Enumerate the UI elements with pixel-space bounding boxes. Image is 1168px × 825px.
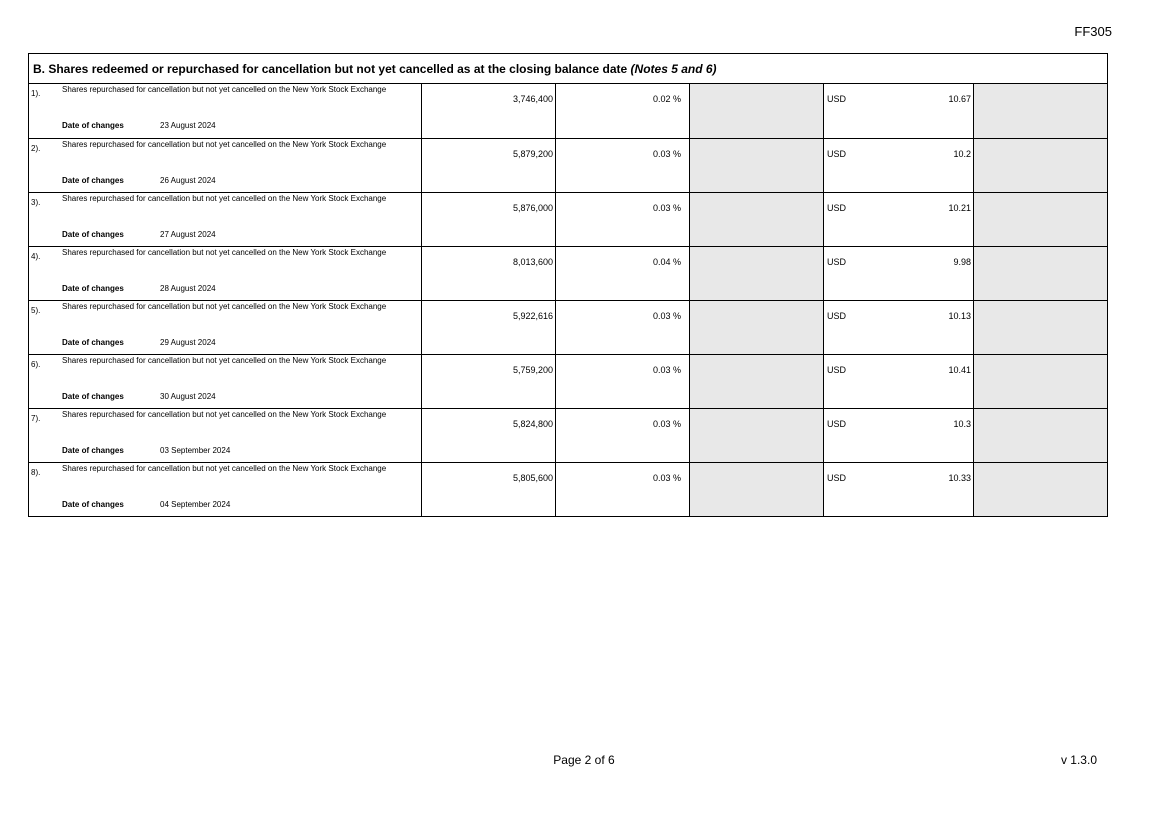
shaded-end-cell: [974, 355, 1107, 408]
price-cell: [824, 247, 974, 300]
date-of-changes-row: [62, 284, 216, 293]
table-row: [29, 408, 1107, 462]
percentage-cell: 0.03 %: [556, 355, 690, 408]
price-value: 10.33: [948, 473, 971, 483]
description-cell: [29, 409, 422, 462]
currency-label: USD: [827, 149, 847, 159]
price-value: 10.21: [948, 203, 971, 213]
entry-index: 1).: [31, 89, 41, 98]
price-cell: [824, 463, 974, 516]
price-cell: [824, 355, 974, 408]
description-cell: [29, 355, 422, 408]
percentage-cell: 0.03 %: [556, 301, 690, 354]
entries-list: [29, 84, 1107, 516]
shaded-end-cell: [974, 463, 1107, 516]
currency-label: USD: [827, 203, 847, 213]
description-cell: [29, 301, 422, 354]
date-of-changes-value: 23 August 2024: [160, 121, 216, 130]
description-cell: [29, 84, 422, 138]
entry-index: 2).: [31, 144, 41, 153]
entry-description: Shares repurchased for cancellation but not yet cancelled on the New York Stock Exchange: [62, 464, 387, 473]
date-of-changes-label: Date of changes: [62, 392, 124, 401]
price-cell: [824, 139, 974, 192]
entry-description: Shares repurchased for cancellation but not yet cancelled on the New York Stock Exchange: [62, 140, 387, 149]
entry-description: Shares repurchased for cancellation but not yet cancelled on the New York Stock Exchange: [62, 85, 387, 94]
shaded-cell: [690, 193, 824, 246]
shaded-cell: [690, 409, 824, 462]
shares-count-cell: 5,876,000: [422, 193, 556, 246]
shares-count-cell: 5,824,800: [422, 409, 556, 462]
section-title-note: (Notes 5 and 6): [630, 62, 717, 76]
shaded-cell: [690, 301, 824, 354]
description-cell: [29, 193, 422, 246]
currency-label: USD: [827, 473, 847, 483]
table-row: [29, 246, 1107, 300]
date-of-changes-value: 04 September 2024: [160, 500, 231, 509]
date-of-changes-row: [62, 500, 230, 509]
date-of-changes-row: [62, 176, 216, 185]
price-cell: [824, 301, 974, 354]
entry-description: Shares repurchased for cancellation but not yet cancelled on the New York Stock Exchange: [62, 356, 387, 365]
date-of-changes-row: [62, 121, 216, 130]
currency-label: USD: [827, 365, 847, 375]
section-b-table: [28, 53, 1108, 517]
price-cell: [824, 193, 974, 246]
date-of-changes-label: Date of changes: [62, 230, 124, 239]
price-value: 10.67: [948, 94, 971, 104]
shaded-cell: [690, 139, 824, 192]
entry-description: Shares repurchased for cancellation but not yet cancelled on the New York Stock Exchange: [62, 302, 387, 311]
price-cell: [824, 84, 974, 138]
shaded-end-cell: [974, 409, 1107, 462]
shaded-cell: [690, 355, 824, 408]
table-row: [29, 138, 1107, 192]
shares-count-cell: 5,922,616: [422, 301, 556, 354]
date-of-changes-value: 30 August 2024: [160, 392, 216, 401]
entry-index: 8).: [31, 468, 41, 477]
date-of-changes-value: 29 August 2024: [160, 338, 216, 347]
entry-description: Shares repurchased for cancellation but not yet cancelled on the New York Stock Exchange: [62, 410, 387, 419]
shaded-end-cell: [974, 193, 1107, 246]
date-of-changes-value: 27 August 2024: [160, 230, 216, 239]
version-label: v 1.3.0: [1060, 753, 1097, 767]
page-number: Page 2 of 6: [553, 753, 615, 767]
date-of-changes-label: Date of changes: [62, 284, 124, 293]
entry-index: 4).: [31, 252, 41, 261]
table-row: [29, 84, 1107, 138]
entry-description: Shares repurchased for cancellation but not yet cancelled on the New York Stock Exchange: [62, 194, 387, 203]
price-value: 10.13: [948, 311, 971, 321]
currency-label: USD: [827, 257, 847, 267]
entry-index: 3).: [31, 198, 41, 207]
shaded-cell: [690, 463, 824, 516]
date-of-changes-row: [62, 446, 230, 455]
entry-description: Shares repurchased for cancellation but not yet cancelled on the New York Stock Exchange: [62, 248, 387, 257]
shaded-end-cell: [974, 139, 1107, 192]
percentage-cell: 0.03 %: [556, 409, 690, 462]
table-row: [29, 354, 1107, 408]
shares-count-cell: 3,746,400: [422, 84, 556, 138]
shares-count-cell: 5,805,600: [422, 463, 556, 516]
description-cell: [29, 139, 422, 192]
entry-index: 5).: [31, 306, 41, 315]
form-code: FF305: [1074, 24, 1112, 39]
price-value: 9.98: [953, 257, 971, 267]
shares-count-cell: 5,759,200: [422, 355, 556, 408]
date-of-changes-row: [62, 230, 216, 239]
entry-index: 6).: [31, 360, 41, 369]
table-row: [29, 300, 1107, 354]
section-title: [29, 54, 1107, 84]
shares-count-cell: 5,879,200: [422, 139, 556, 192]
currency-label: USD: [827, 311, 847, 321]
date-of-changes-label: Date of changes: [62, 338, 124, 347]
percentage-cell: 0.03 %: [556, 463, 690, 516]
date-of-changes-row: [62, 392, 216, 401]
shaded-cell: [690, 247, 824, 300]
section-title-main: B. Shares redeemed or repurchased for cancellation but not yet cancelled as at the closing balance date: [33, 62, 631, 76]
date-of-changes-row: [62, 338, 216, 347]
shaded-end-cell: [974, 247, 1107, 300]
shaded-end-cell: [974, 301, 1107, 354]
price-value: 10.2: [953, 149, 971, 159]
date-of-changes-label: Date of changes: [62, 121, 124, 130]
price-value: 10.41: [948, 365, 971, 375]
table-row: [29, 462, 1107, 516]
percentage-cell: 0.03 %: [556, 193, 690, 246]
price-value: 10.3: [953, 419, 971, 429]
percentage-cell: 0.03 %: [556, 139, 690, 192]
currency-label: USD: [827, 94, 847, 104]
shaded-end-cell: [974, 84, 1107, 138]
description-cell: [29, 463, 422, 516]
date-of-changes-value: 03 September 2024: [160, 446, 231, 455]
percentage-cell: 0.02 %: [556, 84, 690, 138]
percentage-cell: 0.04 %: [556, 247, 690, 300]
currency-label: USD: [827, 419, 847, 429]
shaded-cell: [690, 84, 824, 138]
date-of-changes-label: Date of changes: [62, 446, 124, 455]
shares-count-cell: 8,013,600: [422, 247, 556, 300]
date-of-changes-label: Date of changes: [62, 176, 124, 185]
date-of-changes-value: 26 August 2024: [160, 176, 216, 185]
table-row: [29, 192, 1107, 246]
entry-index: 7).: [31, 414, 41, 423]
price-cell: [824, 409, 974, 462]
date-of-changes-label: Date of changes: [62, 500, 124, 509]
date-of-changes-value: 28 August 2024: [160, 284, 216, 293]
description-cell: [29, 247, 422, 300]
